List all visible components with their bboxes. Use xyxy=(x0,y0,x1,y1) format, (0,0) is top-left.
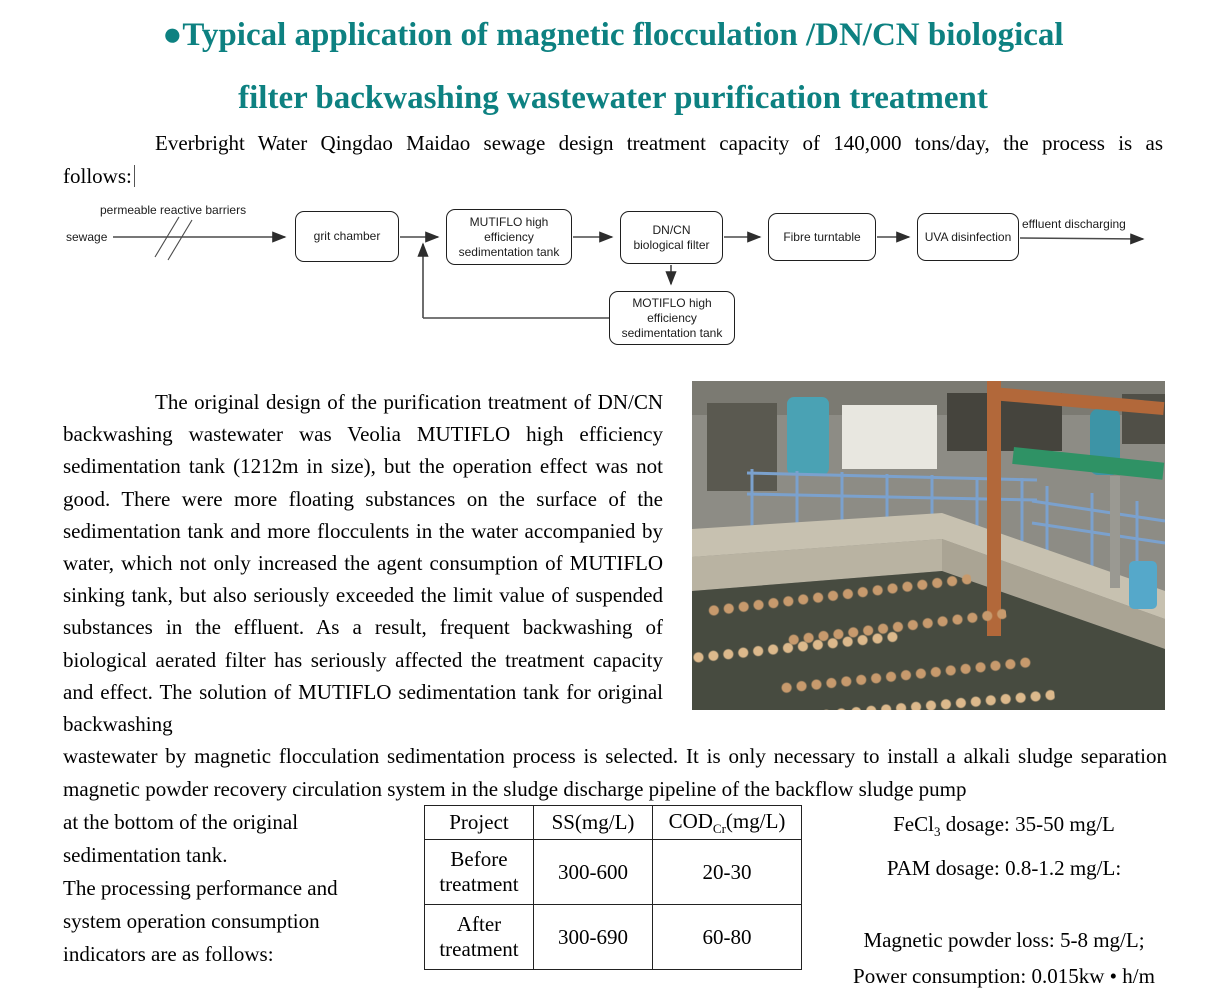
flow-box-uva-disinfection xyxy=(917,213,1019,261)
mutiflo-line-3: sedimentation tank xyxy=(458,244,560,259)
row-label: After treatment xyxy=(425,905,534,970)
flow-box-grit-chamber xyxy=(295,211,399,262)
table-row xyxy=(425,840,802,905)
fibre-label: Fibre turntable xyxy=(783,229,861,244)
body-paragraph: The original design of the purification treatment of DN/CN backwashing wastewater was Veolia MUTIFLO high efficiency sedimentation tank (1212m in size), but the operation effect was not good. There were more floating substances on the surface of the sedimentation tank and more flocculents in the water accompanied by water, which not only increased the agent consumption of MUTIFLO sinking tank, but also seriously exceeded the limit value of suspended substances in the effluent. As a result, frequent backwashing of biological aerated filter has seriously affected the treatment capacity and effect. The solution of MUTIFLO sedimentation tank for original backwashing xyxy=(63,390,663,737)
intro-line-2 xyxy=(63,164,135,189)
flow-box-fibre-turntable xyxy=(768,213,876,261)
pam-dosage-line: PAM dosage: 0.8-1.2 mg/L: xyxy=(886,856,1122,880)
dncn-line-1: DN/CN xyxy=(652,222,691,237)
power-consumption-line: Power consumption: 0.015kw • h/m xyxy=(853,964,1155,988)
performance-table xyxy=(424,805,802,970)
title-line-1 xyxy=(0,4,1226,67)
cod-sub: Cr xyxy=(712,820,726,836)
cod-post: (mg/L) xyxy=(725,808,786,833)
facility-photo-illustration xyxy=(692,381,1165,710)
fecl3-pre: FeCl xyxy=(893,812,934,836)
cod-pre: COD xyxy=(668,808,713,833)
row-cod-value: 60-80 xyxy=(653,905,802,970)
motiflo-line-2: efficiency xyxy=(647,310,697,325)
intro-line-2-text: follows: xyxy=(63,164,132,188)
effluent-label: effluent discharging xyxy=(1022,217,1126,231)
bottom-left-text xyxy=(63,806,379,971)
motiflo-line-1: MOTIFLO high xyxy=(632,295,712,310)
motiflo-line-3: sedimentation tank xyxy=(621,325,723,340)
header-cod xyxy=(653,806,802,840)
magnetic-loss-line: Magnetic powder loss: 5-8 mg/L; xyxy=(863,928,1145,952)
dncn-line-2: biological filter xyxy=(633,237,710,252)
bottom-left-p1: at the bottom of the original sedimentation tank. xyxy=(63,810,299,867)
flow-box-dncn-filter xyxy=(620,211,723,264)
flow-box-motiflo-tank xyxy=(609,291,735,345)
page-title xyxy=(0,4,1226,130)
title-text-1: Typical application of magnetic flocculation /DN/CN biological xyxy=(182,17,1064,53)
fecl3-sub: 3 xyxy=(933,824,941,839)
row-ss-value: 300-600 xyxy=(534,840,653,905)
bullet-icon: ● xyxy=(162,17,183,53)
process-flow-diagram xyxy=(0,200,1226,355)
mutiflo-line-1: MUTIFLO high xyxy=(469,214,549,229)
flow-box-mutiflo-tank xyxy=(446,209,572,265)
row-label: Before treatment xyxy=(425,840,534,905)
dosage-notes xyxy=(808,806,1200,994)
text-cursor xyxy=(134,165,135,187)
sewage-label: sewage xyxy=(66,230,108,244)
body-paragraph-continuation: wastewater by magnetic flocculation sedimentation process is selected. It is only necessary to install a alkali sludge separation magnetic powder recovery circulation system in the sludge discharge pipeline of the backflow sludge pump xyxy=(63,744,1167,801)
table-row xyxy=(425,905,802,970)
row-cod-value: 20-30 xyxy=(653,840,802,905)
fecl3-dosage-line xyxy=(808,806,1200,850)
table-header-row xyxy=(425,806,802,840)
grit-chamber-label: grit chamber xyxy=(313,229,381,243)
fecl3-post: dosage: 35-50 mg/L xyxy=(940,812,1115,836)
bottom-left-p2: The processing performance and system operation consumption indicators are as follows: xyxy=(63,876,338,966)
barrier-label: permeable reactive barriers xyxy=(100,203,247,217)
title-line-2: filter backwashing wastewater purification treatment xyxy=(238,80,988,116)
facility-photo xyxy=(692,381,1165,710)
intro-line-1: Everbright Water Qingdao Maidao sewage design treatment capacity of 140,000 tons/day, the process is as xyxy=(155,131,1163,155)
row-ss-value: 300-690 xyxy=(534,905,653,970)
header-project: Project xyxy=(425,806,534,840)
mutiflo-line-2: efficiency xyxy=(484,229,534,244)
uva-label: UVA disinfection xyxy=(924,229,1012,244)
header-ss: SS(mg/L) xyxy=(534,806,653,840)
